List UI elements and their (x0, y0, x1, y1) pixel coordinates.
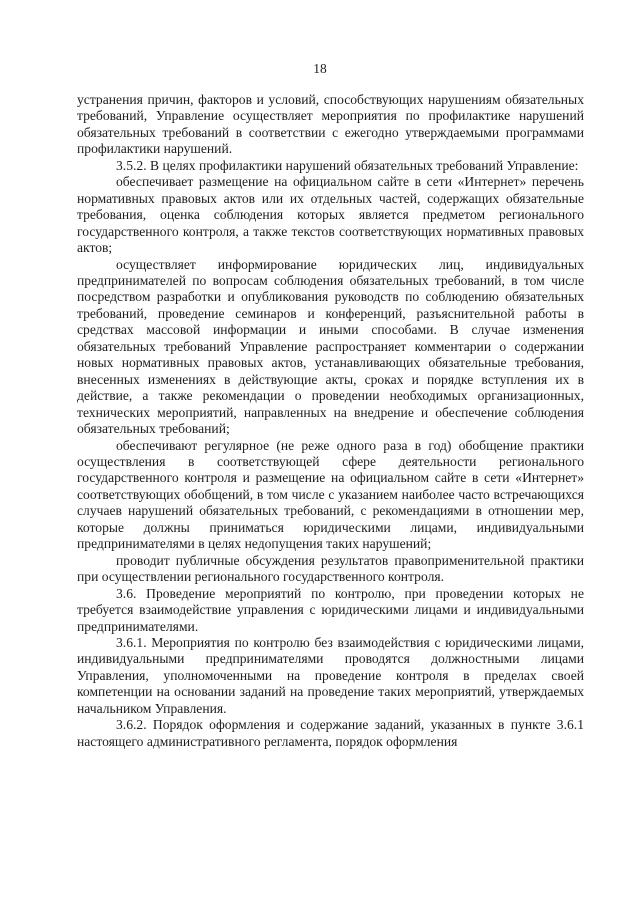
paragraph-generalize: обеспечивают регулярное (не реже одного раза в год) обобщение практики осуществления в соответствующей сфере деятельности регионального государственного контроля и размещение на официальном сайте в сети «Интернет» соответствующих обобщений, в том числе с указанием наиболее часто встречающихся случаев нарушений обязательных требований, с рекомендациями в отношении мер, которые должны приниматься юридическими лицами, индивидуальными предпринимателями в целях недопущения таких нарушений; (77, 437, 584, 552)
paragraph-3-6: 3.6. Проведение мероприятий по контролю, при проведении которых не требуется взаимодействие управления с юридическими лицами и индивидуальными предпринимателями. (77, 585, 584, 634)
paragraph-3-6-1: 3.6.1. Мероприятия по контролю без взаимодействия с юридическими лицами, индивидуальными предпринимателями проводятся должностными лицами Управления, уполномоченными на проведение контроля в пределах своей компетенции на основании заданий на проведение таких мероприятий, утверждаемых начальником Управления. (77, 634, 584, 716)
paragraph-continuation: устранения причин, факторов и условий, способствующих нарушениям обязательных требований, Управление осуществляет мероприятия по профилактике нарушений обязательных требований в соответствии с ежегодно утверждаемыми программами профилактики нарушений. (77, 92, 584, 157)
page-number: 18 (313, 61, 327, 76)
document-body (77, 92, 584, 750)
paragraph-public-discussion: проводит публичные обсуждения результатов правоприменительной практики при осуществлении регионального государственного контроля. (77, 552, 584, 585)
paragraph-inform: осуществляет информирование юридических лиц, индивидуальных предпринимателей по вопросам соблюдения обязательных требований, в том числе посредством разработки и опубликования руководств по соблюдению обязательных требований, проведение семинаров и конференций, разъяснительной работы в средствах массовой информации и иными способами. В случае изменения обязательных требований Управление распространяет комментарии о содержании новых нормативных правовых актов, устанавливающих обязательные требования, внесенных изменениях в действующие акты, сроках и порядке вступления их в действие, а также рекомендации о проведении необходимых организационных, технических мероприятий, направленных на внедрение и обеспечение соблюдения обязательных требований; (77, 256, 584, 437)
paragraph-publish-list: обеспечивает размещение на официальном сайте в сети «Интернет» перечень нормативных правовых актов или их отдельных частей, содержащих обязательные требования, оценка соблюдения которых является предметом регионального государственного контроля, а также текстов соответствующих нормативных правовых актов; (77, 174, 584, 256)
paragraph-3-6-2: 3.6.2. Порядок оформления и содержание заданий, указанных в пункте 3.6.1 настоящего административного регламента, порядок оформления (77, 717, 584, 749)
paragraph-3-5-2: 3.5.2. В целях профилактики нарушений обязательных требований Управление: (116, 157, 579, 173)
